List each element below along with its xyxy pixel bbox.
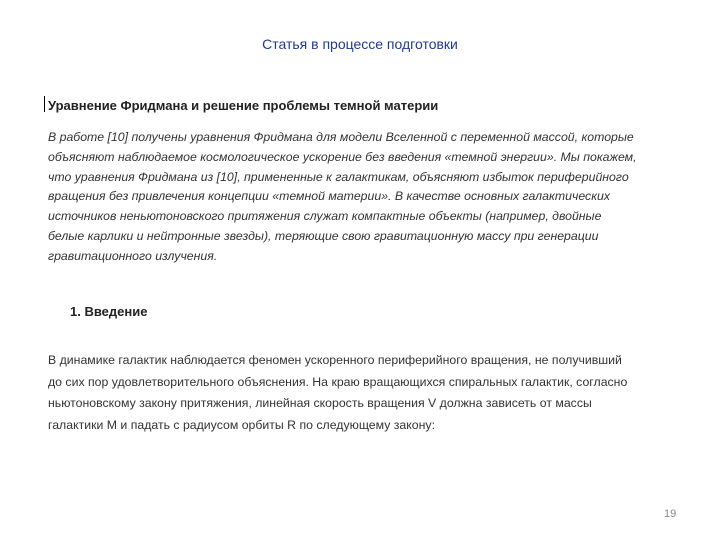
article-title: Уравнение Фридмана и решение проблемы темной материи [48,98,439,113]
body-line: ньютоновскому закону притяжения, линейная скорость вращения V должна зависеть от массы [48,396,592,410]
slide-title: Статья в процессе подготовки [262,36,458,52]
abstract-line: объясняют наблюдаемое космологическое ускорение без введения «темной энергии». Мы покажем, [48,149,637,164]
page-number: 19 [664,508,677,520]
body-line: В динамике галактик наблюдается феномен ускоренного периферийного вращения, не получивший [48,353,622,367]
body-line: до сих пор удовлетворительного объяснения. На краю вращающихся спиральных галактик, согласно [48,374,628,389]
abstract-line: гравитационного излучения. [48,248,218,263]
section-heading: 1. Введение [70,304,148,319]
abstract-line: источников неньютоновского притяжения служат компактные объекты (например, двойные [48,209,602,224]
abstract-line: В работе [10] получены уравнения Фридмана для модели Вселенной с переменной массой, которые [48,130,634,144]
article-abstract [48,128,698,267]
abstract-line: вращения без привлечения концепции «темной материи». В качестве основных галактических [48,189,610,204]
text-cursor [44,96,45,112]
body-line: галактики M и падать с радиусом орбиты R по следующему закону: [48,417,435,432]
document-snippet [46,94,696,434]
abstract-line: белые карлики и нейтронные звезды), теряющие свою гравитационную массу при генерации [48,228,599,243]
abstract-line: что уравнения Фридмана из [10], примененные к галактикам, объясняют избыток периферийного [48,169,629,184]
section-body [48,350,698,436]
